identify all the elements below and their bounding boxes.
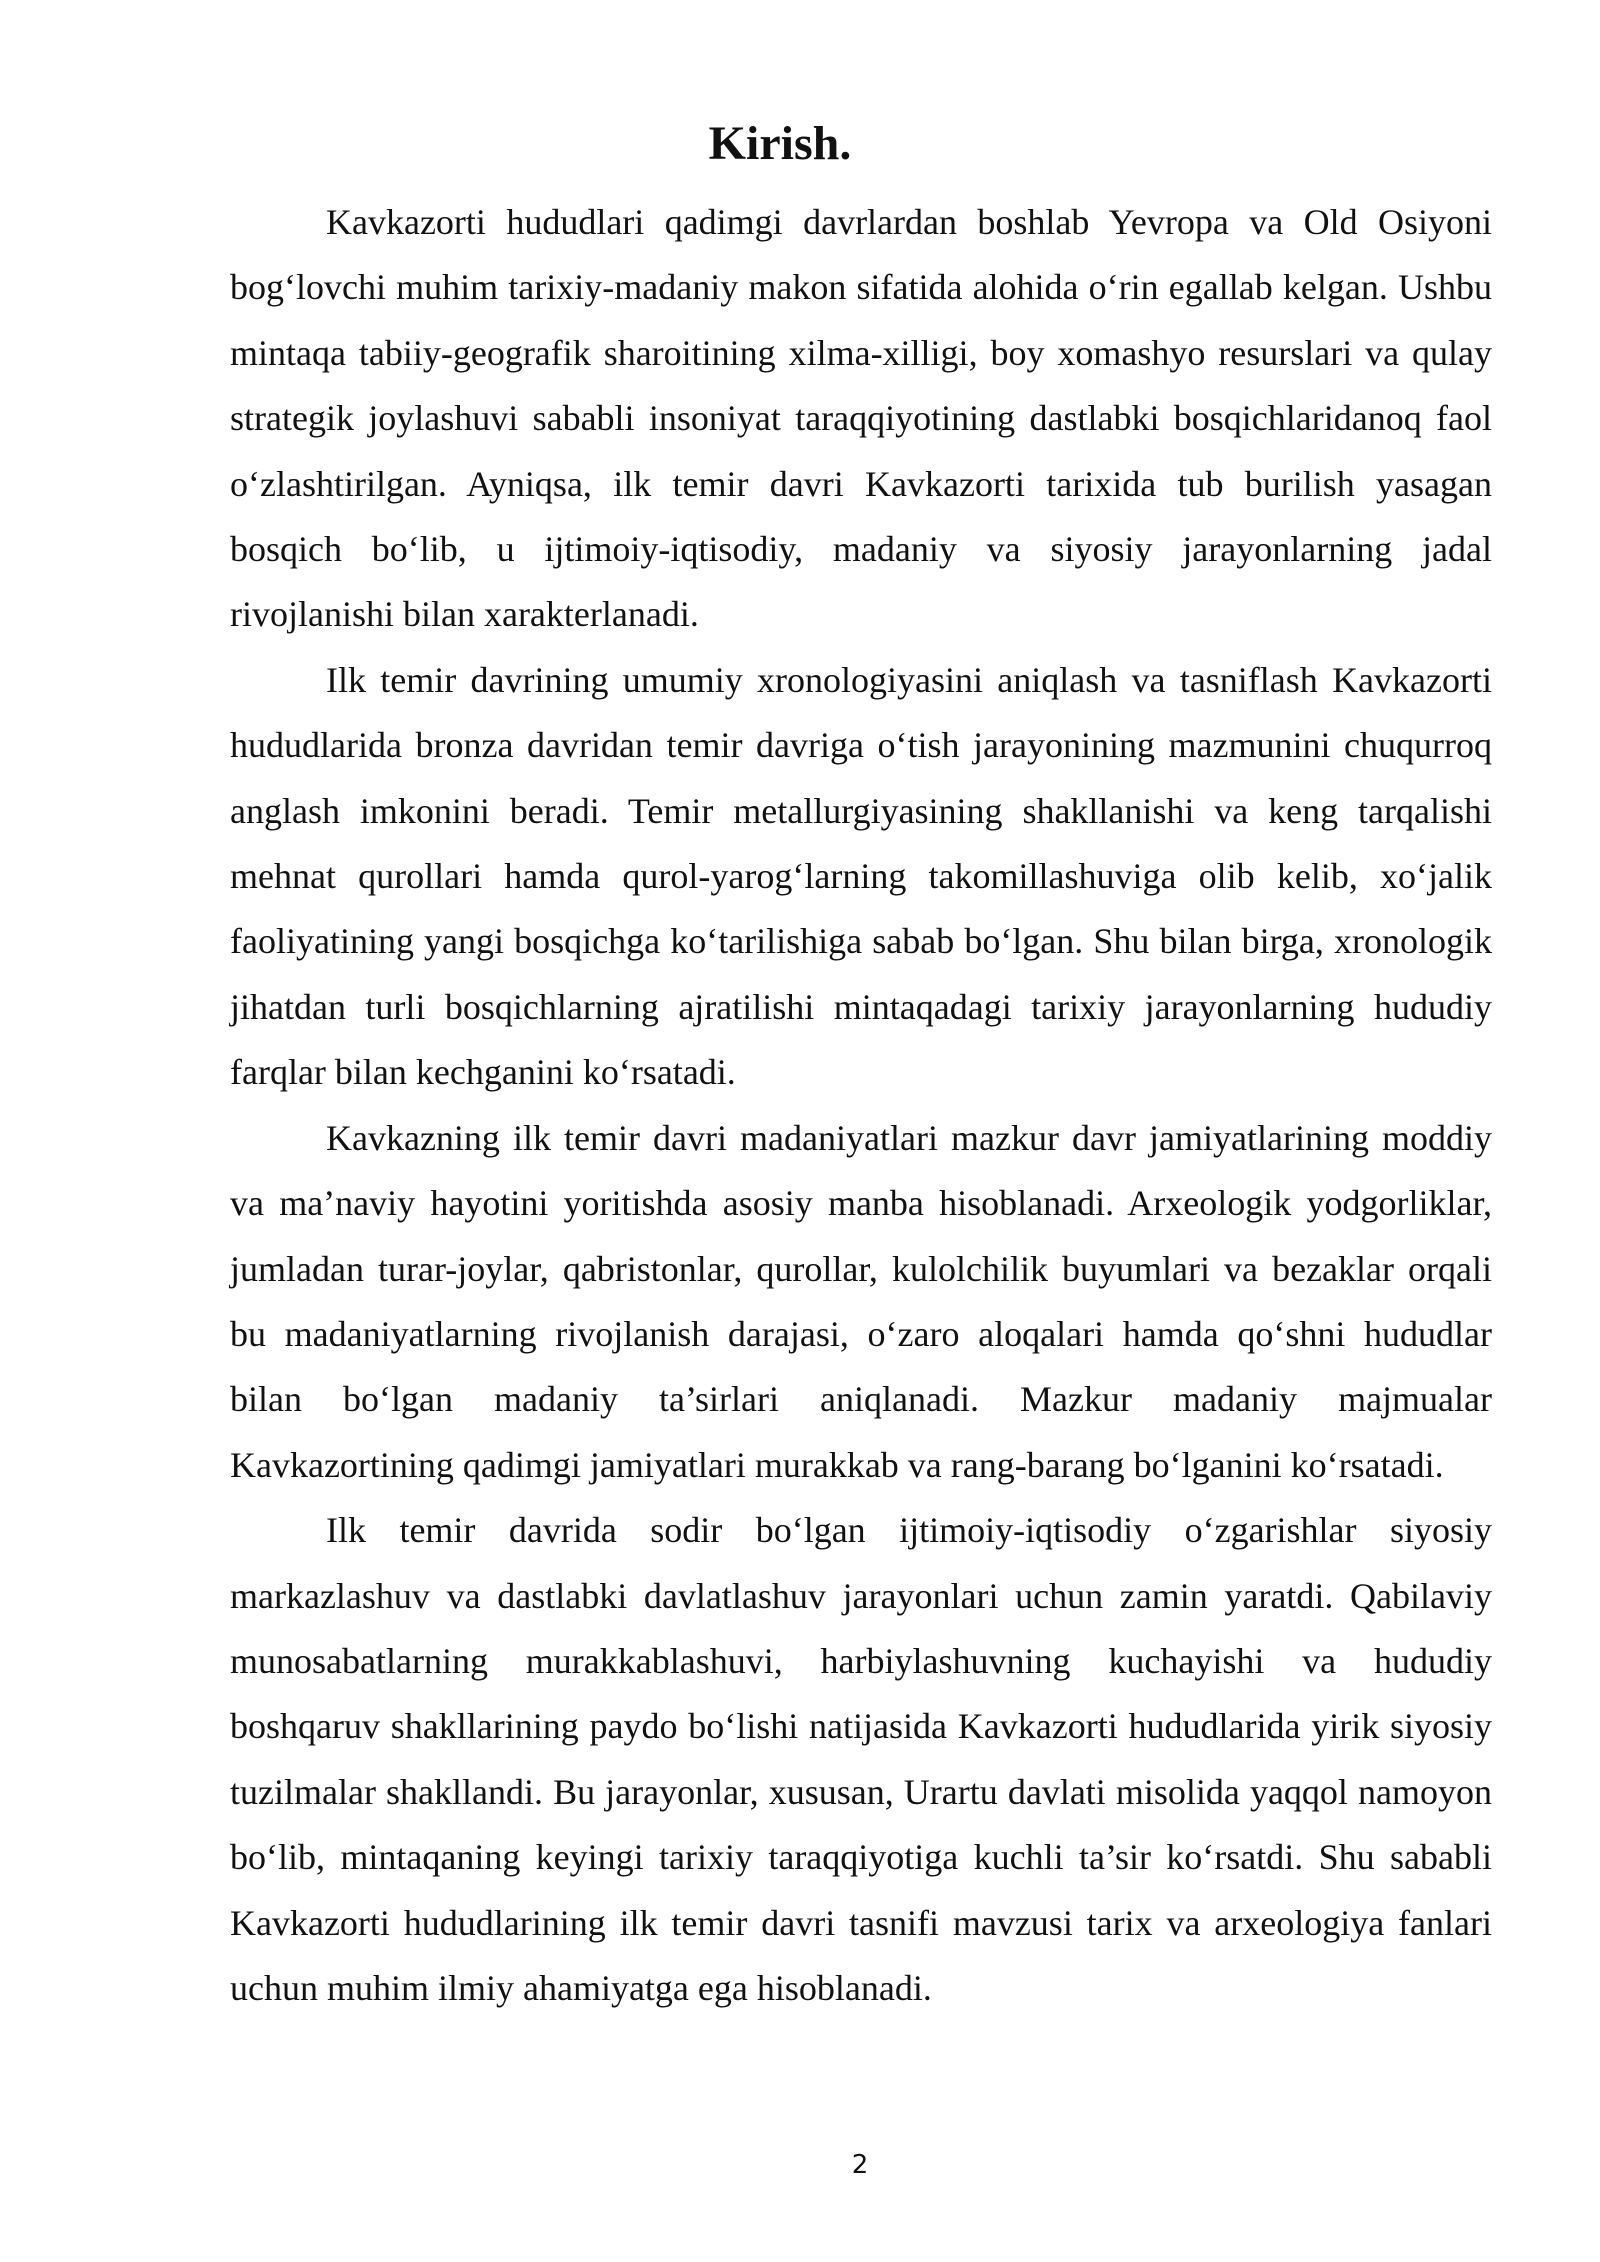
paragraph-3: Kavkazning ilk temir davri madaniyatlari mazkur davr jamiyatlarining moddiy va ma’naviy hayotini yoritishda asosiy manba hisoblanadi. Arxeologik yodgorliklar, jumladan turar-joylar, qabristonlar, qurollar, kulolchilik buyumlari va bezaklar orqali bu madaniyatlarning rivojlanish darajasi, o‘zaro aloqalari hamda qo‘shni hududlar bilan bo‘lgan madaniy ta’sirlari aniqlanadi. Mazkur madaniy majmualar Kavkazortining qadimgi jamiyatlari murakkab va rang-barang bo‘lganini ko‘rsatadi.	[230, 1117, 1492, 1485]
page-title: Kirish.	[708, 117, 852, 170]
paragraph-2: Ilk temir davrining umumiy xronologiyasini aniqlash va tasniflash Kavkazorti hududlarida bronza davridan temir davriga o‘tish jarayonining mazmunini chuqurroq anglash imkonini beradi. Temir metallurgiyasining shakllanishi va keng tarqalishi mehnat qurollari hamda qurol-yarog‘larning takomillashuviga olib kelib, xo‘jalik faoliyatining yangi bosqichga ko‘tarilishiga sabab bo‘lgan. Shu bilan birga, xronologik jihatdan turli bosqichlarning ajratilishi mintaqadagi tarixiy jarayonlarning hududiy farqlar bilan kechganini ko‘rsatadi.	[230, 659, 1492, 1093]
body-text	[230, 190, 1492, 2021]
paragraph-1: Kavkazorti hududlari qadimgi davrlardan boshlab Yevropa va Old Osiyoni bog‘lovchi muhim tarixiy-madaniy makon sifatida alohida o‘rin egallab kelgan. Ushbu mintaqa tabiiy-geografik sharoitining xilma-xilligi, boy xomashyo resurslari va qulay strategik joylashuvi sababli insoniyat taraqqiyotining dastlabki bosqichlaridanoq faol o‘zlashtirilgan. Ayniqsa, ilk temir davri Kavkazorti tarixida tub burilish yasagan bosqich bo‘lib, u ijtimoiy-iqtisodiy, madaniy va siyosiy jarayonlarning jadal rivojlanishi bilan xarakterlanadi.	[230, 202, 1492, 635]
page-number: 2	[851, 2150, 869, 2180]
paragraph-4: Ilk temir davrida sodir bo‘lgan ijtimoiy-iqtisodiy o‘zgarishlar siyosiy markazlashuv va dastlabki davlatlashuv jarayonlari uchun zamin yaratdi. Qabilaviy munosabatlarning murakkablashuvi, harbiylashuvning kuchayishi va hududiy boshqaruv shakllarining paydo bo‘lishi natijasida Kavkazorti hududlarida yirik siyosiy tuzilmalar shakllandi. Bu jarayonlar, xususan, Urartu davlati misolida yaqqol namoyon bo‘lib, mintaqaning keyingi tarixiy taraqqiyotiga kuchli ta’sir ko‘rsatdi. Shu sababli Kavkazorti hududlarining ilk temir davri tasnifi mavzusi tarix va arxeologiya fanlari uchun muhim ilmiy ahamiyatga ega hisoblanadi.	[230, 1510, 1492, 2008]
